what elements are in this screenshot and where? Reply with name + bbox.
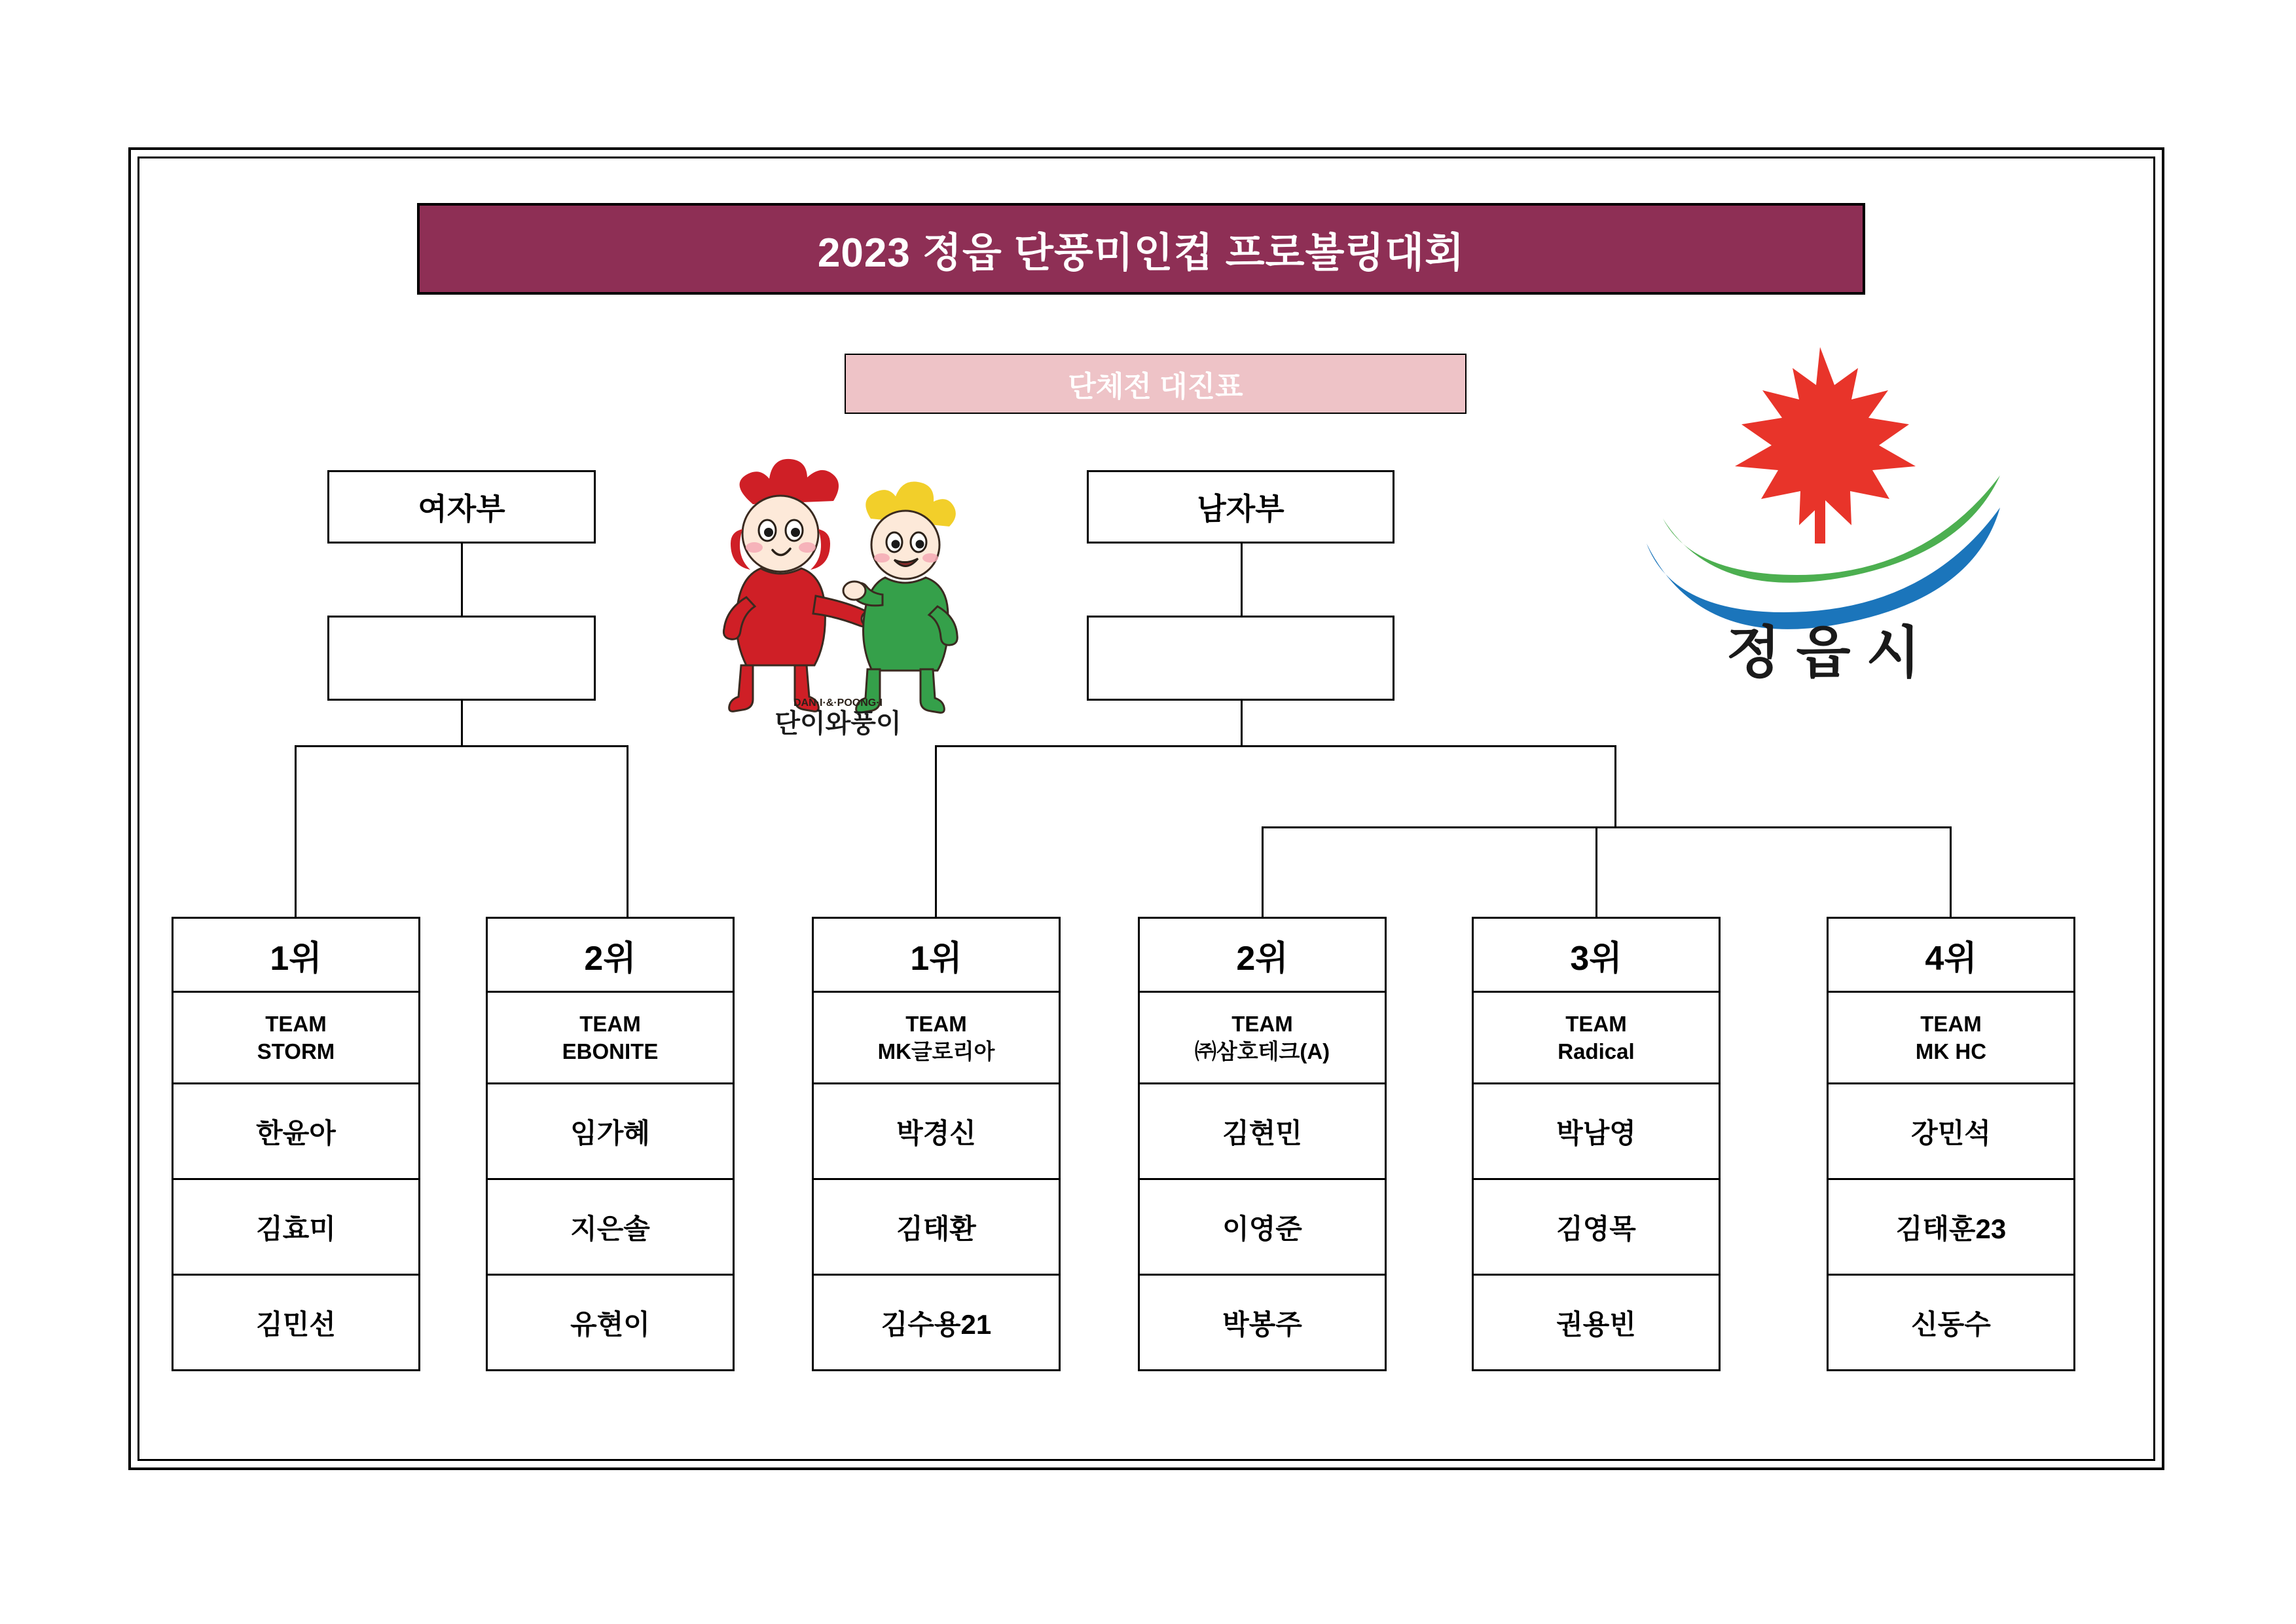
- team-player: 박경신: [814, 1082, 1059, 1178]
- team-rank: 3위: [1570, 939, 1622, 978]
- mascot-illustration: [655, 458, 1021, 740]
- connector-men-head-to-slot: [1241, 544, 1243, 616]
- team-player: 강민석: [1829, 1082, 2073, 1178]
- connector-men-branch-right-down: [1614, 745, 1616, 828]
- mascot-name-en-text: DAN·I·&·POONG·I: [793, 697, 883, 709]
- team-name: [1140, 991, 1385, 1082]
- division-slot-men: [1087, 616, 1394, 701]
- mascot-name-ko-text: 단이와풍이: [774, 709, 902, 738]
- team-player: 김영목: [1474, 1178, 1719, 1274]
- team-player: 김태훈23: [1829, 1178, 2073, 1274]
- division-slot-women: [327, 616, 596, 701]
- team-player: 지은솔: [488, 1178, 733, 1274]
- team-player: 김현민: [1140, 1082, 1385, 1178]
- team-rank: 2위: [1236, 939, 1288, 978]
- team-name-line1: TEAM: [1231, 1012, 1293, 1037]
- team-name-line1: TEAM: [1920, 1012, 1982, 1037]
- team-player: 한윤아: [173, 1082, 418, 1178]
- connector-women-horizontal: [295, 745, 629, 747]
- team-name-line1: TEAM: [265, 1012, 327, 1037]
- team-name: [814, 991, 1059, 1082]
- connector-men-slot-down: [1241, 701, 1243, 747]
- team-player: 임가혜: [488, 1082, 733, 1178]
- division-header-women: 여자부: [327, 470, 596, 544]
- bracket-column: [1138, 917, 1387, 1371]
- bracket-column: [172, 917, 420, 1371]
- connector-women-branch-2: [627, 745, 629, 917]
- team-name-line1: TEAM: [905, 1012, 967, 1037]
- connector-women-branch-1: [295, 745, 297, 917]
- team-player: 권용빈: [1474, 1274, 1719, 1369]
- team-player: 이영준: [1140, 1178, 1385, 1274]
- team-name: [1829, 991, 2073, 1082]
- team-player: 김민선: [173, 1274, 418, 1369]
- connector-men-horizontal-bottom: [1262, 826, 1951, 828]
- jeongeup-city-logo: [1624, 334, 2023, 701]
- division-header-men: 남자부: [1087, 470, 1394, 544]
- bracket-column: [1472, 917, 1721, 1371]
- team-name: [488, 991, 733, 1082]
- bracket-column: [486, 917, 735, 1371]
- team-name-line1: TEAM: [1565, 1012, 1627, 1037]
- team-name-line2: Radical: [1558, 1039, 1635, 1063]
- team-name-line2: STORM: [257, 1039, 335, 1063]
- connector-men-branch-left: [935, 745, 937, 917]
- bracket-column: [812, 917, 1061, 1371]
- team-rank: 4위: [1925, 939, 1977, 978]
- connector-men-horizontal-top: [935, 745, 1616, 747]
- city-name-text: 정 읍 시: [1726, 621, 1921, 684]
- team-rank: 1위: [910, 939, 962, 978]
- team-name-line2: ㈜삼호테크(A): [1194, 1039, 1330, 1063]
- connector-women-head-to-slot: [461, 544, 463, 616]
- bracket-column: [1827, 917, 2075, 1371]
- connector-men-branch-3: [1595, 826, 1597, 917]
- team-name-line2: MK글로리아: [877, 1039, 995, 1063]
- team-player: 박남영: [1474, 1082, 1719, 1178]
- team-player: 유현이: [488, 1274, 733, 1369]
- team-name: [1474, 991, 1719, 1082]
- team-rank: 2위: [584, 939, 636, 978]
- team-player: 박봉주: [1140, 1274, 1385, 1369]
- team-player: 신동수: [1829, 1274, 2073, 1369]
- team-player: 김태환: [814, 1178, 1059, 1274]
- team-name-line2: MK HC: [1915, 1039, 1987, 1063]
- team-name: [173, 991, 418, 1082]
- team-rank: 1위: [270, 939, 322, 978]
- connector-men-branch-4: [1950, 826, 1952, 917]
- page-title: 2023 정읍 단풍미인컵 프로볼링대회: [417, 203, 1865, 295]
- subtitle-banner: 단체전 대진표: [845, 354, 1467, 414]
- team-player: 김효미: [173, 1178, 418, 1274]
- connector-men-branch-2: [1262, 826, 1264, 917]
- team-player: 김수용21: [814, 1274, 1059, 1369]
- team-name-line1: TEAM: [579, 1012, 641, 1037]
- connector-women-slot-down: [461, 701, 463, 747]
- team-name-line2: EBONITE: [562, 1039, 659, 1063]
